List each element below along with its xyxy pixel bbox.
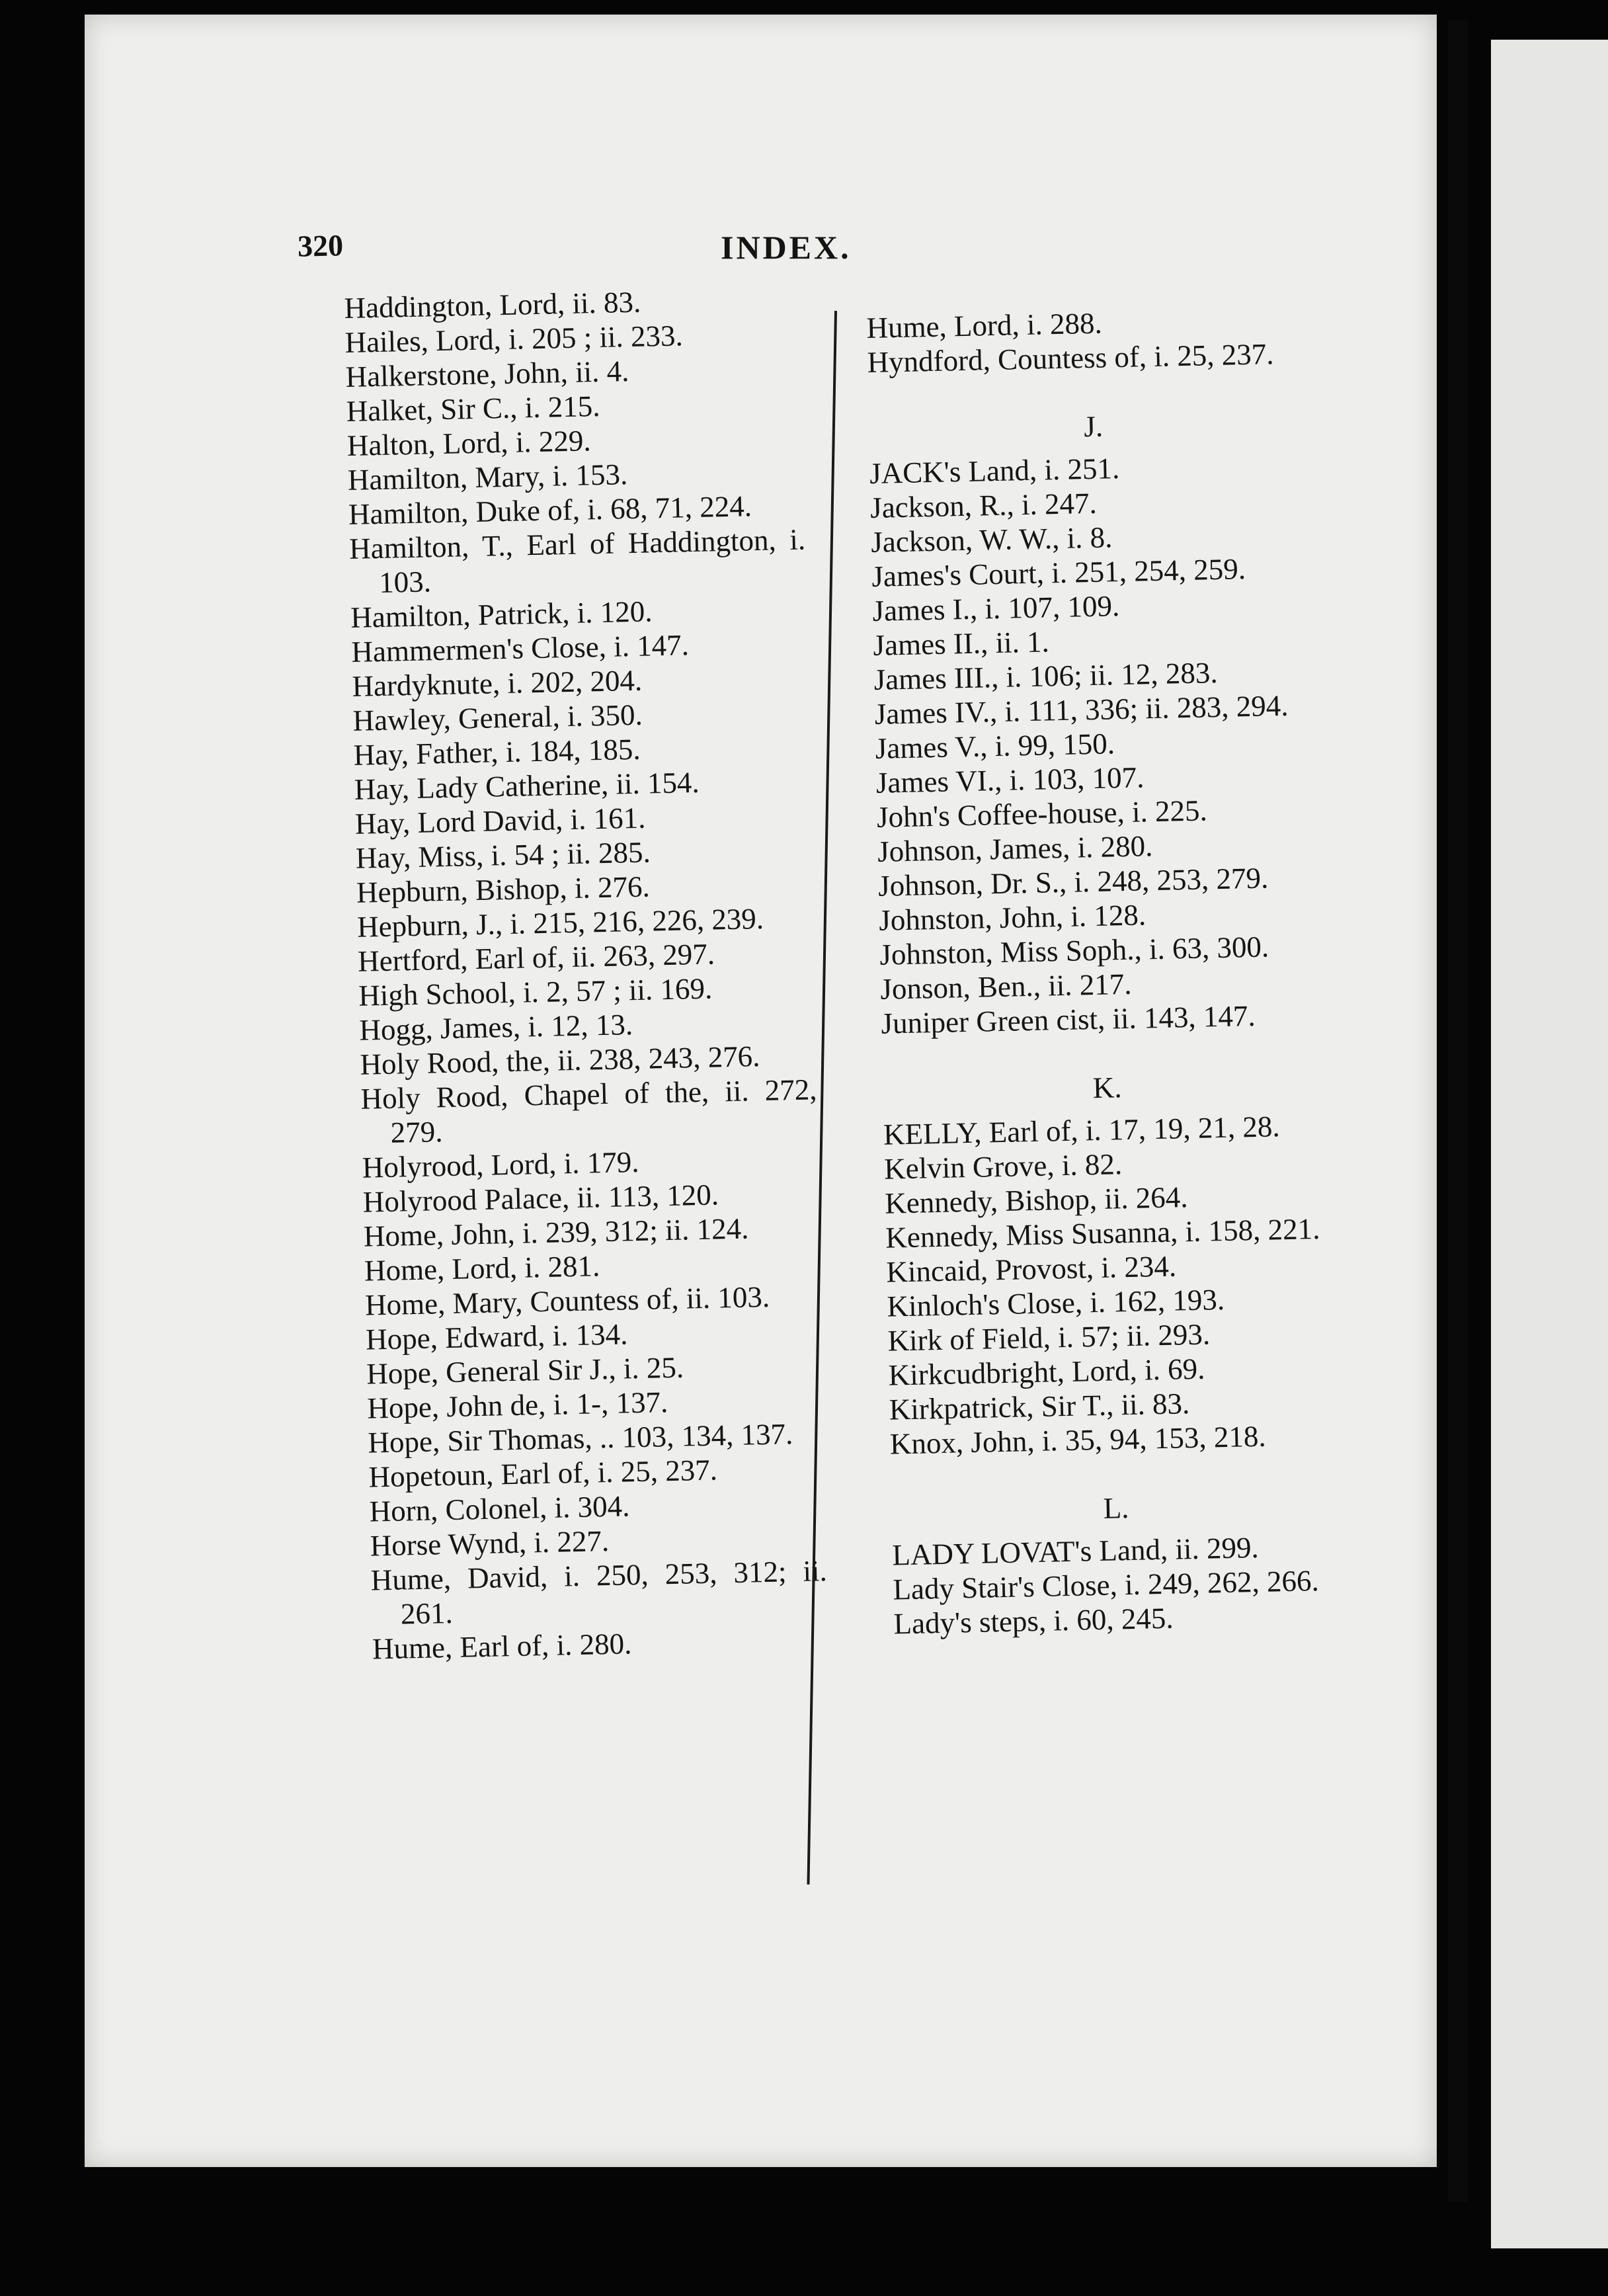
index-entry: Hepburn, Bishop, i. 276. bbox=[356, 870, 651, 909]
index-entry: Kirkcudbright, Lord, i. 69. bbox=[888, 1352, 1205, 1392]
index-entry: Hamilton, Mary, i. 153. bbox=[347, 458, 628, 497]
index-entry: Hay, Father, i. 184, 185. bbox=[353, 732, 641, 772]
page-number: 320 bbox=[297, 228, 344, 263]
index-entry: Halket, Sir C., i. 215. bbox=[346, 389, 600, 428]
index-entry: Hope, Sir Thomas, .. 103, 134, 137. bbox=[367, 1417, 793, 1459]
running-head: INDEX. bbox=[721, 229, 852, 266]
index-entry: Kennedy, Miss Susanna, i. 158, 221. bbox=[885, 1211, 1320, 1254]
index-entry: Jackson, R., i. 247. bbox=[869, 486, 1098, 524]
index-entry: James IV., i. 111, 336; ii. 283, 294. bbox=[874, 688, 1289, 731]
index-entry: KELLY, Earl of, i. 17, 19, 21, 28. bbox=[883, 1110, 1281, 1151]
index-entry: Hammermen's Close, i. 147. bbox=[350, 628, 690, 669]
index-entry: Hay, Miss, i. 54 ; ii. 285. bbox=[355, 835, 651, 875]
index-entry: Kirkpatrick, Sir T., ii. 83. bbox=[889, 1387, 1190, 1426]
index-entry: Horn, Colonel, i. 304. bbox=[369, 1489, 630, 1528]
index-entry: Home, John, i. 239, 312; ii. 124. bbox=[363, 1211, 749, 1253]
index-entry: Horse Wynd, i. 227. bbox=[370, 1524, 610, 1563]
index-entry: Hyndford, Countess of, i. 25, 237. bbox=[867, 337, 1275, 379]
index-entry: James I., i. 107, 109. bbox=[871, 589, 1120, 628]
page-gutter-shadow bbox=[1448, 20, 1468, 2202]
index-entry: Lady's steps, i. 60, 245. bbox=[893, 1601, 1174, 1641]
index-entry: Holyrood, Lord, i. 179. bbox=[362, 1145, 639, 1184]
index-entry: Hertford, Earl of, ii. 263, 297. bbox=[357, 937, 715, 978]
index-entry: High School, i. 2, 57 ; ii. 169. bbox=[358, 971, 713, 1012]
index-column-right bbox=[866, 302, 1344, 1641]
index-entry: Holy Rood, Chapel of the, ii. 272, 279. bbox=[360, 1073, 817, 1149]
index-column-left bbox=[344, 282, 828, 1666]
index-entry: James III., i. 106; ii. 12, 283. bbox=[873, 655, 1219, 696]
index-entry: Kincaid, Provost, i. 234. bbox=[885, 1249, 1177, 1289]
index-entry: Hope, John de, i. 1-, 137. bbox=[366, 1385, 668, 1425]
index-entry: Johnston, John, i. 128. bbox=[878, 898, 1146, 937]
index-entry: Home, Lord, i. 281. bbox=[364, 1249, 600, 1288]
index-entry: Haddington, Lord, ii. 83. bbox=[344, 285, 641, 325]
index-entry: John's Coffee-house, i. 225. bbox=[876, 794, 1208, 834]
index-entry: Jackson, W. W., i. 8. bbox=[870, 520, 1113, 559]
index-entry: Kinloch's Close, i. 162, 193. bbox=[887, 1282, 1225, 1323]
index-entry: Hope, General Sir J., i. 25. bbox=[366, 1350, 684, 1391]
index-entry: Hume, Lord, i. 288. bbox=[866, 306, 1103, 345]
index-entry: Halkerstone, John, ii. 4. bbox=[345, 354, 629, 393]
index-entry: Johnson, James, i. 280. bbox=[877, 829, 1153, 868]
index-entry: Halton, Lord, i. 229. bbox=[346, 424, 592, 462]
section-letter-j: J. bbox=[1083, 409, 1104, 444]
index-entry: Johnson, Dr. S., i. 248, 253, 279. bbox=[877, 861, 1269, 903]
index-entry: Hogg, James, i. 12, 13. bbox=[358, 1008, 633, 1047]
index-entry: Kelvin Grove, i. 82. bbox=[883, 1147, 1123, 1186]
index-entry: Hamilton, T., Earl of Haddington, i. 103. bbox=[348, 522, 806, 599]
index-entry: Hamilton, Patrick, i. 120. bbox=[350, 594, 653, 634]
index-entry: James's Court, i. 251, 254, 259. bbox=[871, 552, 1246, 593]
section-letter-k: K. bbox=[1092, 1071, 1123, 1105]
index-entry: JACK's Land, i. 251. bbox=[869, 452, 1120, 490]
index-entry: Holy Rood, the, ii. 238, 243, 276. bbox=[359, 1040, 760, 1081]
index-entry: Hamilton, Duke of, i. 68, 71, 224. bbox=[348, 489, 752, 531]
index-entry: Kennedy, Bishop, ii. 264. bbox=[884, 1180, 1189, 1220]
index-entry: Hume, Earl of, i. 280. bbox=[372, 1627, 632, 1666]
index-entry: Hepburn, J., i. 215, 216, 226, 239. bbox=[356, 901, 764, 944]
index-entry: Home, Mary, Countess of, ii. 103. bbox=[364, 1280, 770, 1322]
index-entry: Juniper Green cist, ii. 143, 147. bbox=[881, 999, 1256, 1040]
index-entry: James VI., i. 103, 107. bbox=[875, 760, 1145, 800]
index-entry: Holyrood Palace, ii. 113, 120. bbox=[362, 1178, 719, 1219]
index-entry: James V., i. 99, 150. bbox=[875, 727, 1115, 765]
index-entry: Lady Stair's Close, i. 249, 262, 266. bbox=[892, 1564, 1320, 1606]
index-entry: Jonson, Ben., ii. 217. bbox=[879, 967, 1132, 1006]
facing-page-edge bbox=[1491, 40, 1608, 2248]
index-entry: Hay, Lady Catherine, ii. 154. bbox=[354, 765, 700, 806]
index-entry: Hume, David, i. 250, 253, 312; ii. 261. bbox=[370, 1554, 828, 1631]
index-entry: Hope, Edward, i. 134. bbox=[365, 1317, 628, 1356]
index-entry: James II., ii. 1. bbox=[873, 625, 1050, 662]
index-entry: Johnston, Miss Soph., i. 63, 300. bbox=[879, 930, 1269, 971]
index-entry: Kirk of Field, i. 57; ii. 293. bbox=[887, 1317, 1211, 1358]
index-entry: Hawley, General, i. 350. bbox=[352, 698, 643, 737]
index-entry: Hay, Lord David, i. 161. bbox=[354, 801, 646, 840]
index-entry: Hardyknute, i. 202, 204. bbox=[352, 663, 643, 703]
index-entry: Hopetoun, Earl of, i. 25, 237. bbox=[368, 1453, 718, 1494]
index-entry: Knox, John, i. 35, 94, 153, 218. bbox=[889, 1419, 1267, 1461]
index-entry: LADY LOVAT's Land, ii. 299. bbox=[891, 1530, 1260, 1572]
index-entry: Hailes, Lord, i. 205 ; ii. 233. bbox=[344, 319, 684, 359]
section-letter-l: L. bbox=[1103, 1491, 1129, 1525]
